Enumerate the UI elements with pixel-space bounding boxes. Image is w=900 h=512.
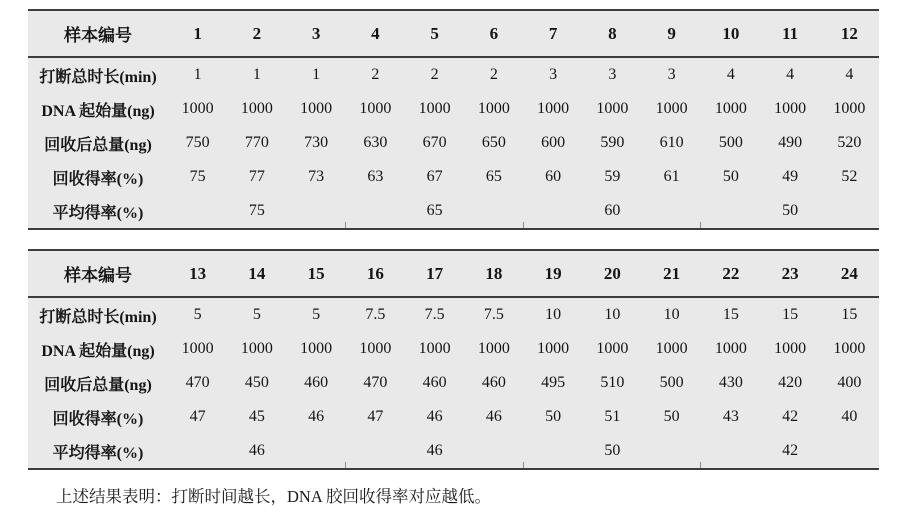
cell-value: 1000	[240, 340, 273, 357]
cell-value: 1000	[596, 100, 629, 117]
row-label: DNA 起始量(ng)	[41, 342, 155, 360]
header-label: 样本编号	[28, 250, 168, 297]
cell-value: 4	[845, 66, 854, 83]
cell-value: 15	[722, 306, 739, 323]
cell-value: 50	[722, 168, 739, 185]
cell-value: 430	[718, 374, 743, 391]
row-label: 回收得率(%)	[52, 410, 144, 428]
cell-value: 1000	[418, 340, 451, 357]
cell-value: 77	[248, 168, 265, 185]
sample-number-header: 24	[820, 250, 879, 297]
cell-value: 49	[782, 168, 799, 185]
sample-number-header: 14	[227, 250, 286, 297]
header-label: 样本编号	[28, 10, 168, 57]
cell-value: 460	[481, 374, 506, 391]
table-row	[28, 366, 879, 400]
cell-value: 1000	[655, 100, 688, 117]
cell-value: 1	[193, 66, 202, 83]
cell-value: 500	[718, 134, 743, 151]
sample-number-header: 22	[701, 250, 760, 297]
header-row	[28, 10, 879, 57]
cell-value: 1000	[300, 100, 333, 117]
cell-value: 1000	[418, 100, 451, 117]
header-row	[28, 250, 879, 297]
average-row	[28, 434, 879, 469]
sample-number-header: 16	[346, 250, 405, 297]
cell-value: 42	[782, 408, 799, 425]
cell-value: 43	[722, 408, 739, 425]
cell-value: 3	[608, 66, 617, 83]
sample-number-header: 3	[287, 10, 346, 57]
sample-number-header: 1	[168, 10, 227, 57]
cell-value: 495	[541, 374, 566, 391]
average-value: 50	[524, 434, 702, 469]
cell-value: 400	[837, 374, 862, 391]
row-label: 回收得率(%)	[52, 170, 144, 188]
cell-value: 10	[604, 306, 621, 323]
row-label: DNA 起始量(ng)	[41, 102, 155, 120]
cell-value: 1000	[596, 340, 629, 357]
cell-value: 670	[422, 134, 447, 151]
sample-number-header: 19	[524, 250, 583, 297]
cell-value: 1000	[537, 340, 570, 357]
cell-value: 1000	[774, 100, 807, 117]
sample-number-header: 12	[820, 10, 879, 57]
cell-value: 46	[485, 408, 502, 425]
cell-value: 1000	[833, 340, 866, 357]
sample-number-header: 6	[464, 10, 523, 57]
sample-number-header: 23	[761, 250, 820, 297]
average-value: 46	[248, 442, 265, 459]
cell-value: 52	[841, 168, 858, 185]
sample-number-header: 17	[405, 250, 464, 297]
average-value: 46	[346, 434, 524, 469]
cell-value: 3	[667, 66, 676, 83]
sample-table-2	[28, 249, 879, 470]
cell-value: 45	[248, 408, 265, 425]
cell-value: 5	[312, 306, 321, 323]
cell-value: 7.5	[365, 306, 386, 323]
sample-number-header: 7	[524, 10, 583, 57]
cell-value: 61	[663, 168, 680, 185]
average-row	[28, 194, 879, 229]
cell-value: 610	[659, 134, 684, 151]
cell-value: 50	[545, 408, 562, 425]
cell-value: 3	[549, 66, 558, 83]
sample-number-header: 13	[168, 250, 227, 297]
average-value: 65	[346, 194, 524, 229]
average-value: 42	[701, 434, 879, 469]
cell-value: 770	[244, 134, 269, 151]
cell-value: 1000	[181, 340, 214, 357]
cell-value: 59	[604, 168, 621, 185]
cell-value: 1000	[714, 340, 747, 357]
average-value: 60	[524, 194, 702, 229]
sample-number-header: 21	[642, 250, 701, 297]
cell-value: 730	[304, 134, 329, 151]
cell-value: 2	[371, 66, 380, 83]
sample-number-header: 10	[701, 10, 760, 57]
cell-value: 1	[312, 66, 321, 83]
cell-value: 1000	[477, 340, 510, 357]
cell-value: 650	[481, 134, 506, 151]
cell-value: 51	[604, 408, 621, 425]
cell-value: 60	[545, 168, 562, 185]
table-row	[28, 160, 879, 194]
row-label: 打断总时长(min)	[39, 308, 157, 326]
sample-number-header: 5	[405, 10, 464, 57]
table-row	[28, 332, 879, 366]
cell-value: 46	[308, 408, 325, 425]
table-row	[28, 400, 879, 434]
cell-value: 630	[363, 134, 388, 151]
row-label: 打断总时长(min)	[39, 68, 157, 86]
row-label: 回收后总量(ng)	[44, 136, 152, 154]
cell-value: 5	[193, 306, 202, 323]
cell-value: 1000	[359, 100, 392, 117]
cell-value: 600	[541, 134, 566, 151]
cell-value: 750	[185, 134, 210, 151]
table-row	[28, 126, 879, 160]
cell-value: 1000	[655, 340, 688, 357]
table-row	[28, 92, 879, 126]
cell-value: 500	[659, 374, 684, 391]
row-label: 回收后总量(ng)	[44, 376, 152, 394]
cell-value: 1000	[181, 100, 214, 117]
cell-value: 520	[837, 134, 862, 151]
cell-value: 10	[663, 306, 680, 323]
cell-value: 67	[426, 168, 443, 185]
cell-value: 7.5	[424, 306, 445, 323]
sample-number-header: 2	[227, 10, 286, 57]
cell-value: 2	[489, 66, 498, 83]
cell-value: 1000	[477, 100, 510, 117]
cell-value: 47	[367, 408, 384, 425]
cell-value: 1000	[774, 340, 807, 357]
cell-value: 4	[726, 66, 735, 83]
cell-value: 470	[185, 374, 210, 391]
row-label: 平均得率(%)	[52, 204, 144, 222]
table-row	[28, 57, 879, 92]
cell-value: 15	[841, 306, 858, 323]
cell-value: 15	[782, 306, 799, 323]
cell-value: 2	[430, 66, 439, 83]
sample-number-header: 20	[583, 250, 642, 297]
sample-number-header: 11	[761, 10, 820, 57]
cell-value: 50	[663, 408, 680, 425]
cell-value: 1000	[240, 100, 273, 117]
cell-value: 5	[252, 306, 261, 323]
sample-number-header: 18	[464, 250, 523, 297]
cell-value: 1000	[300, 340, 333, 357]
cell-value: 10	[545, 306, 562, 323]
sample-number-header: 4	[346, 10, 405, 57]
average-value: 75	[248, 202, 265, 219]
cell-value: 40	[841, 408, 858, 425]
sample-number-header: 15	[287, 250, 346, 297]
conclusion-note: 上述结果表明：打断时间越长，DNA 胶回收得率对应越低。	[56, 487, 491, 506]
cell-value: 47	[189, 408, 206, 425]
cell-value: 1000	[359, 340, 392, 357]
cell-value: 1	[252, 66, 261, 83]
cell-value: 46	[426, 408, 443, 425]
table-row	[28, 297, 879, 332]
cell-value: 75	[189, 168, 206, 185]
sample-number-header: 9	[642, 10, 701, 57]
cell-value: 65	[485, 168, 502, 185]
cell-value: 450	[244, 374, 269, 391]
cell-value: 460	[422, 374, 447, 391]
cell-value: 460	[304, 374, 329, 391]
cell-value: 1000	[714, 100, 747, 117]
cell-value: 490	[778, 134, 803, 151]
cell-value: 590	[600, 134, 625, 151]
cell-value: 1000	[833, 100, 866, 117]
row-label: 平均得率(%)	[52, 444, 144, 462]
cell-value: 510	[600, 374, 625, 391]
sample-table-1	[28, 9, 879, 230]
cell-value: 1000	[537, 100, 570, 117]
average-value: 50	[701, 194, 879, 229]
cell-value: 470	[363, 374, 388, 391]
cell-value: 7.5	[483, 306, 504, 323]
sample-number-header: 8	[583, 10, 642, 57]
cell-value: 4	[786, 66, 795, 83]
cell-value: 420	[778, 374, 803, 391]
cell-value: 73	[308, 168, 325, 185]
cell-value: 63	[367, 168, 384, 185]
